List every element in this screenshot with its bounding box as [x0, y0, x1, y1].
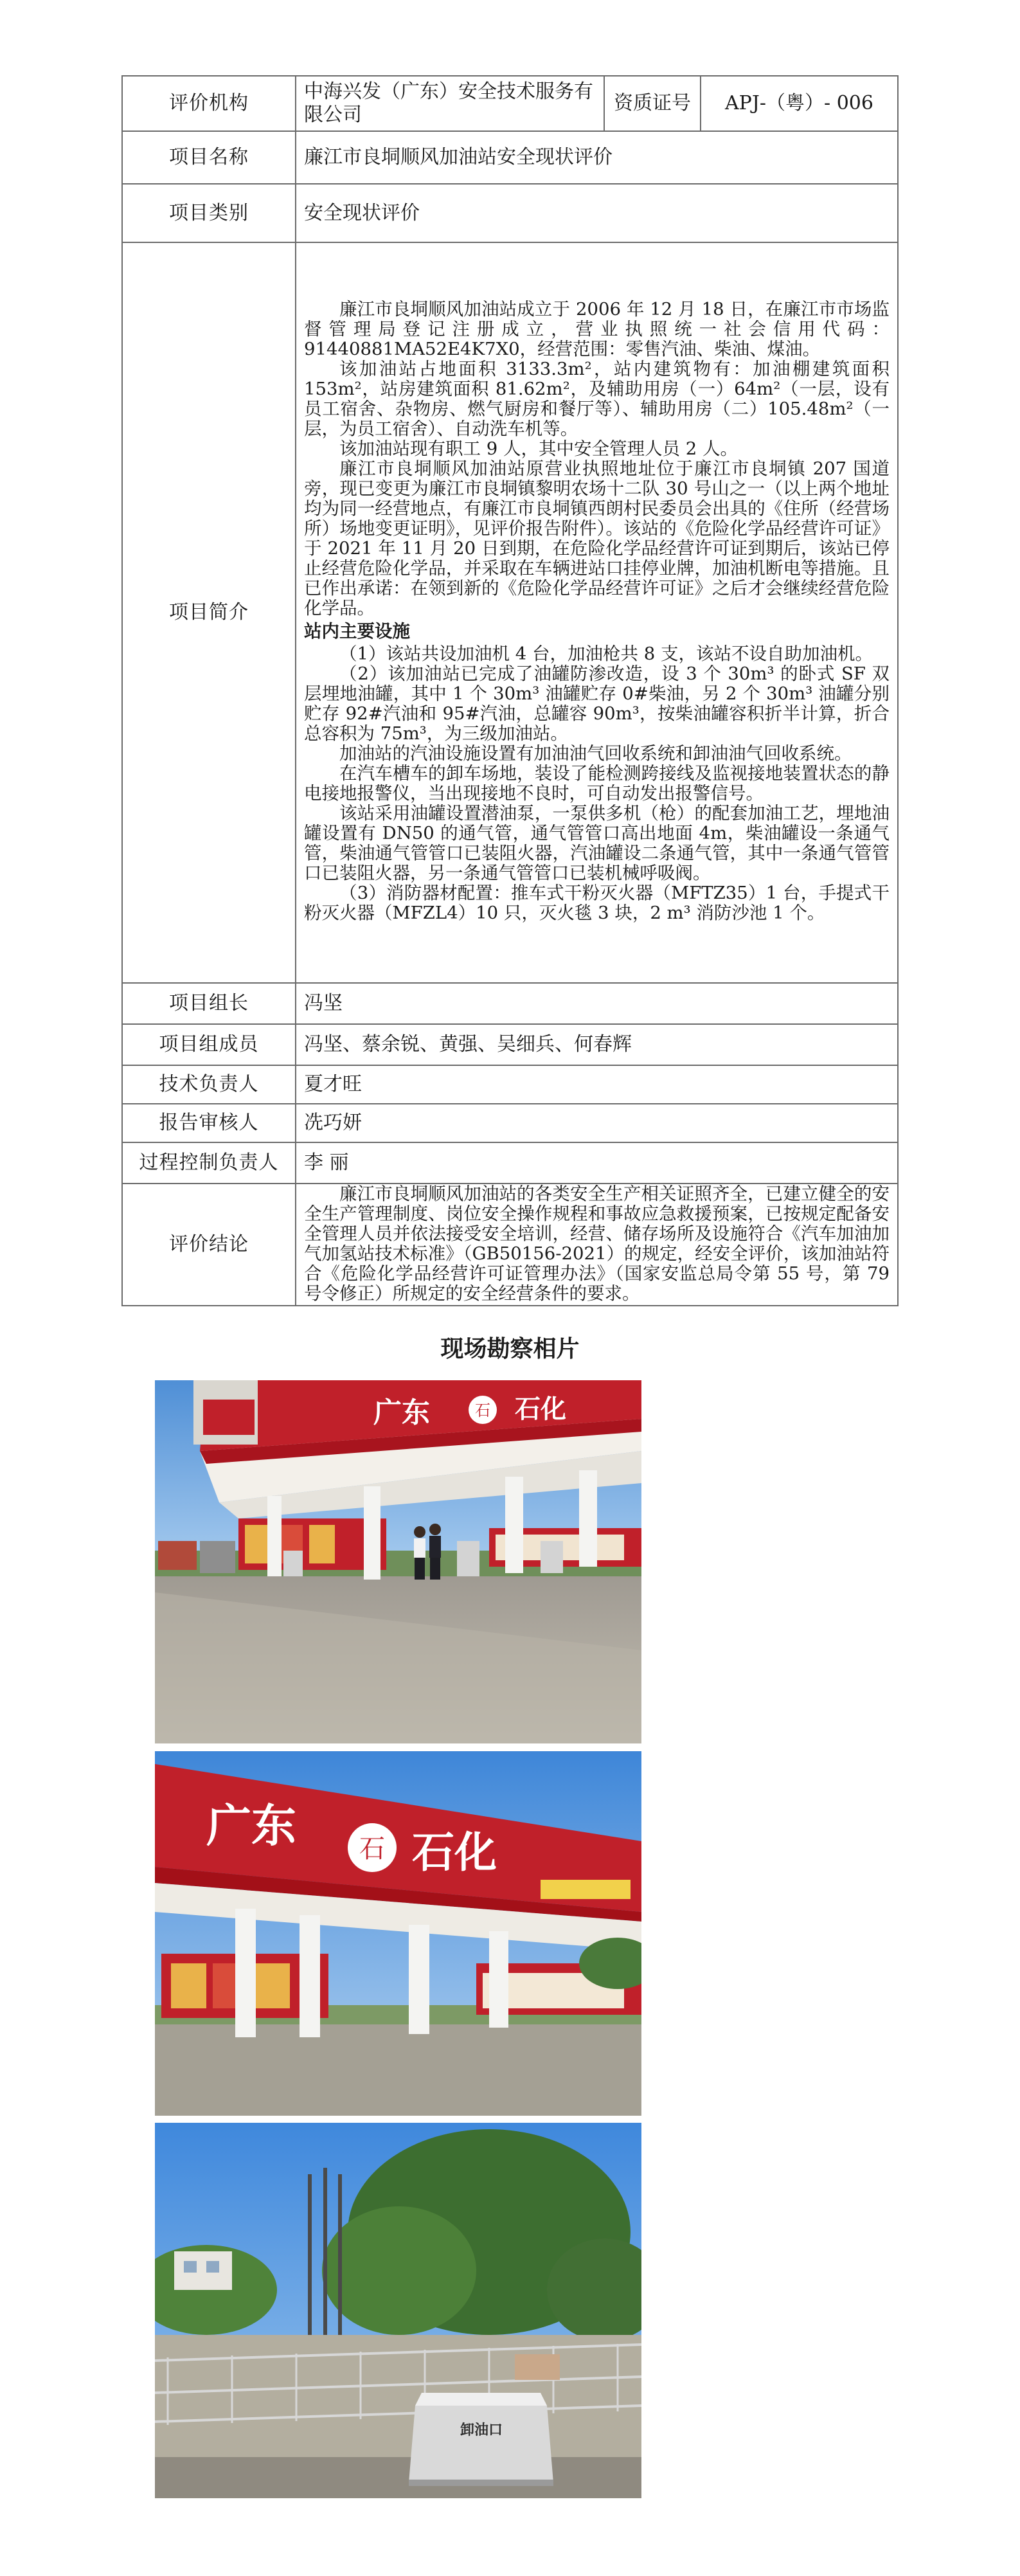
vent-pipe	[323, 2168, 327, 2335]
process-value: 李 丽	[296, 1142, 898, 1184]
canopy-brand-text-2: 石化	[412, 1828, 497, 1877]
canopy-column	[505, 1477, 523, 1573]
station-overview-picture	[155, 1380, 641, 1743]
members-value: 冯坚、蔡余锐、黄强、吴细兵、何春辉	[296, 1024, 898, 1065]
org-label: 评价机构	[122, 76, 296, 131]
facilities-paragraph-6: （3）消防器材配置：推车式干粉灭火器（MFTZ35）1 台，手提式干粉灭火器（MFZL4）10 只，灭火毯 3 块，2 m³ 消防沙池 1 个。	[304, 883, 890, 923]
svg-text:石: 石	[359, 1834, 385, 1864]
org-value: 中海兴发（广东）安全技术服务有限公司	[296, 76, 604, 131]
conclusion-label: 评价结论	[122, 1184, 296, 1306]
intro-label: 项目简介	[122, 242, 296, 983]
intro-paragraph-1: 廉江市良垌顺风加油站成立于 2006 年 12 月 18 日，在廉江市市场监督管理局登记注册成立，营业执照统一社会信用代码：91440881MA52E4K7X0，经营范围：零售汽油、柴油、煤油。	[304, 299, 890, 359]
facilities-paragraph-3: 加油站的汽油设施设置有加油油气回收系统和卸油油气回收系统。	[339, 743, 852, 764]
row-tech	[122, 1065, 898, 1104]
vent-pipe	[308, 2174, 312, 2335]
canopy-brand-text: 广东	[206, 1799, 296, 1852]
members-label: 项目组成员	[122, 1024, 296, 1065]
tech-value: 夏才旺	[296, 1065, 898, 1104]
type-label: 项目类别	[122, 184, 296, 242]
facilities-paragraph-5: 该站采用油罐设置潜油泵，一泵供多机（枪）的配套加油工艺，埋地油罐设置有 DN50 的通气管，通气管管口高出地面 4m，柴油罐设一条通气管，柴油通气管管口已装阻火器，汽油罐设二条通气管，其中一条通气管管口已装阻火器，另一条通气管管口已装机械呼吸阀。	[304, 803, 890, 883]
facilities-paragraph-2: （2）该加油站已完成了油罐防渗改造，设 3 个 30m³ 的卧式 SF 双层埋地油罐，其中 1 个 30m³ 油罐贮存 0#柴油，另 2 个 30m³ 油罐分别贮存 92#汽油和 95#汽油，总罐容 90m³，按柴油罐容积折半计算，折合总容积为 75m³，为三级加油站。	[304, 663, 890, 744]
unloading-box	[409, 2406, 553, 2483]
cert-label: 资质证号	[604, 76, 701, 131]
facilities-paragraph-4: 在汽车槽车的卸车场地，装设了能检测跨接线及监视接地装置状态的静电接地报警仪，当出现接地不良时，可自动发出报警信号。	[304, 763, 890, 804]
row-org	[122, 76, 898, 131]
canopy-column	[235, 1909, 256, 2037]
review-label: 报告审核人	[122, 1104, 296, 1142]
tech-label: 技术负责人	[122, 1065, 296, 1104]
project-label: 项目名称	[122, 131, 296, 184]
unloading-sign-text: 卸油口	[460, 2422, 503, 2438]
canopy-column	[364, 1486, 380, 1580]
canopy-column	[489, 1931, 508, 2028]
site-photo-station-overview	[155, 1380, 641, 1743]
row-process	[122, 1142, 898, 1184]
canopy-column	[579, 1470, 597, 1567]
canopy-picture	[155, 1751, 641, 2116]
intro-content	[296, 242, 898, 983]
svg-text:石: 石	[475, 1401, 490, 1419]
row-project	[122, 131, 898, 184]
canopy-column	[409, 1925, 429, 2034]
canopy-brand-text: 广东	[373, 1396, 430, 1429]
type-value: 安全现状评价	[296, 184, 898, 242]
facilities-paragraph-1: （1）该站共设加油机 4 台，加油枪共 8 支，该站不设自助加油机。	[339, 644, 873, 664]
canopy-column	[300, 1915, 320, 2037]
row-type	[122, 184, 898, 242]
project-value: 廉江市良垌顺风加油站安全现状评价	[296, 131, 898, 184]
review-value: 冼巧妍	[296, 1104, 898, 1142]
row-leader	[122, 983, 898, 1024]
site-photo-canopy	[155, 1751, 641, 2116]
row-review	[122, 1104, 898, 1142]
canopy-brand-text-2: 石化	[515, 1394, 566, 1424]
conclusion-value: 廉江市良垌顺风加油站的各类安全生产相关证照齐全，已建立健全的安全生产管理制度、岗位安全操作规程和事故应急救援预案，已按规定配备安全管理人员并依法接受安全培训，经营、储存场所及设施符合《汽车加油加气加氢站技术标准》（GB50156-2021）的规定，经安全评价，该加油站符合《危险化学品经营许可证管理办法》（国家安监总局令第 55 号，第 79 号令修正）所规定的安全经营条件的要求。	[304, 1184, 890, 1304]
intro-paragraph-3: 该加油站现有职工 9 人，其中安全管理人员 2 人。	[339, 438, 738, 459]
photos-title: 现场勘察相片	[440, 1336, 580, 1362]
row-conclusion	[122, 1184, 898, 1306]
cert-value: APJ-（粤）- 006	[701, 76, 898, 131]
unloading-point-picture	[155, 2123, 641, 2498]
leader-value: 冯坚	[296, 983, 898, 1024]
row-members	[122, 1024, 898, 1065]
intro-paragraph-2: 该加油站占地面积 3133.3m²，站内建筑物有：加油棚建筑面积 153m²，站房建筑面积 81.62m²，及辅助用房（一）64m²（一层，设有员工宿舍、杂物房、燃气厨房和餐厅等）、辅助用房（二）105.48m²（一层，为员工宿舍）、自动洗车机等。	[304, 359, 890, 439]
site-photo-unloading-point	[155, 2123, 641, 2498]
process-label: 过程控制负责人	[122, 1142, 296, 1184]
conclusion-cell	[296, 1184, 898, 1306]
canopy-column	[267, 1496, 282, 1576]
vent-pipe	[338, 2174, 342, 2335]
evaluation-info-table	[121, 75, 899, 1306]
facilities-heading: 站内主要设施	[304, 621, 410, 642]
row-intro	[122, 242, 898, 983]
intro-paragraph-4: 廉江市良垌顺风加油站原营业执照地址位于廉江市良垌镇 207 国道旁，现已变更为廉江市良垌镇黎明农场十二队 30 号山之一（以上两个地址均为同一经营地点，有廉江市良垌镇西朗村民委员会出具的《住所（经营场所）场地变更证明》，见评价报告附件）。该站的《危险化学品经营许可证》于 2021 年 11 月 20 日到期，在危险化学品经营许可证到期后，该站已停止经营危险化学品，并采取在车辆进站口挂停业牌，加油机断电等措施。且已作出承诺：在领到新的《危险化学品经营许可证》之后才会继续经营危险化学品。	[304, 458, 890, 618]
leader-label: 项目组长	[122, 983, 296, 1024]
